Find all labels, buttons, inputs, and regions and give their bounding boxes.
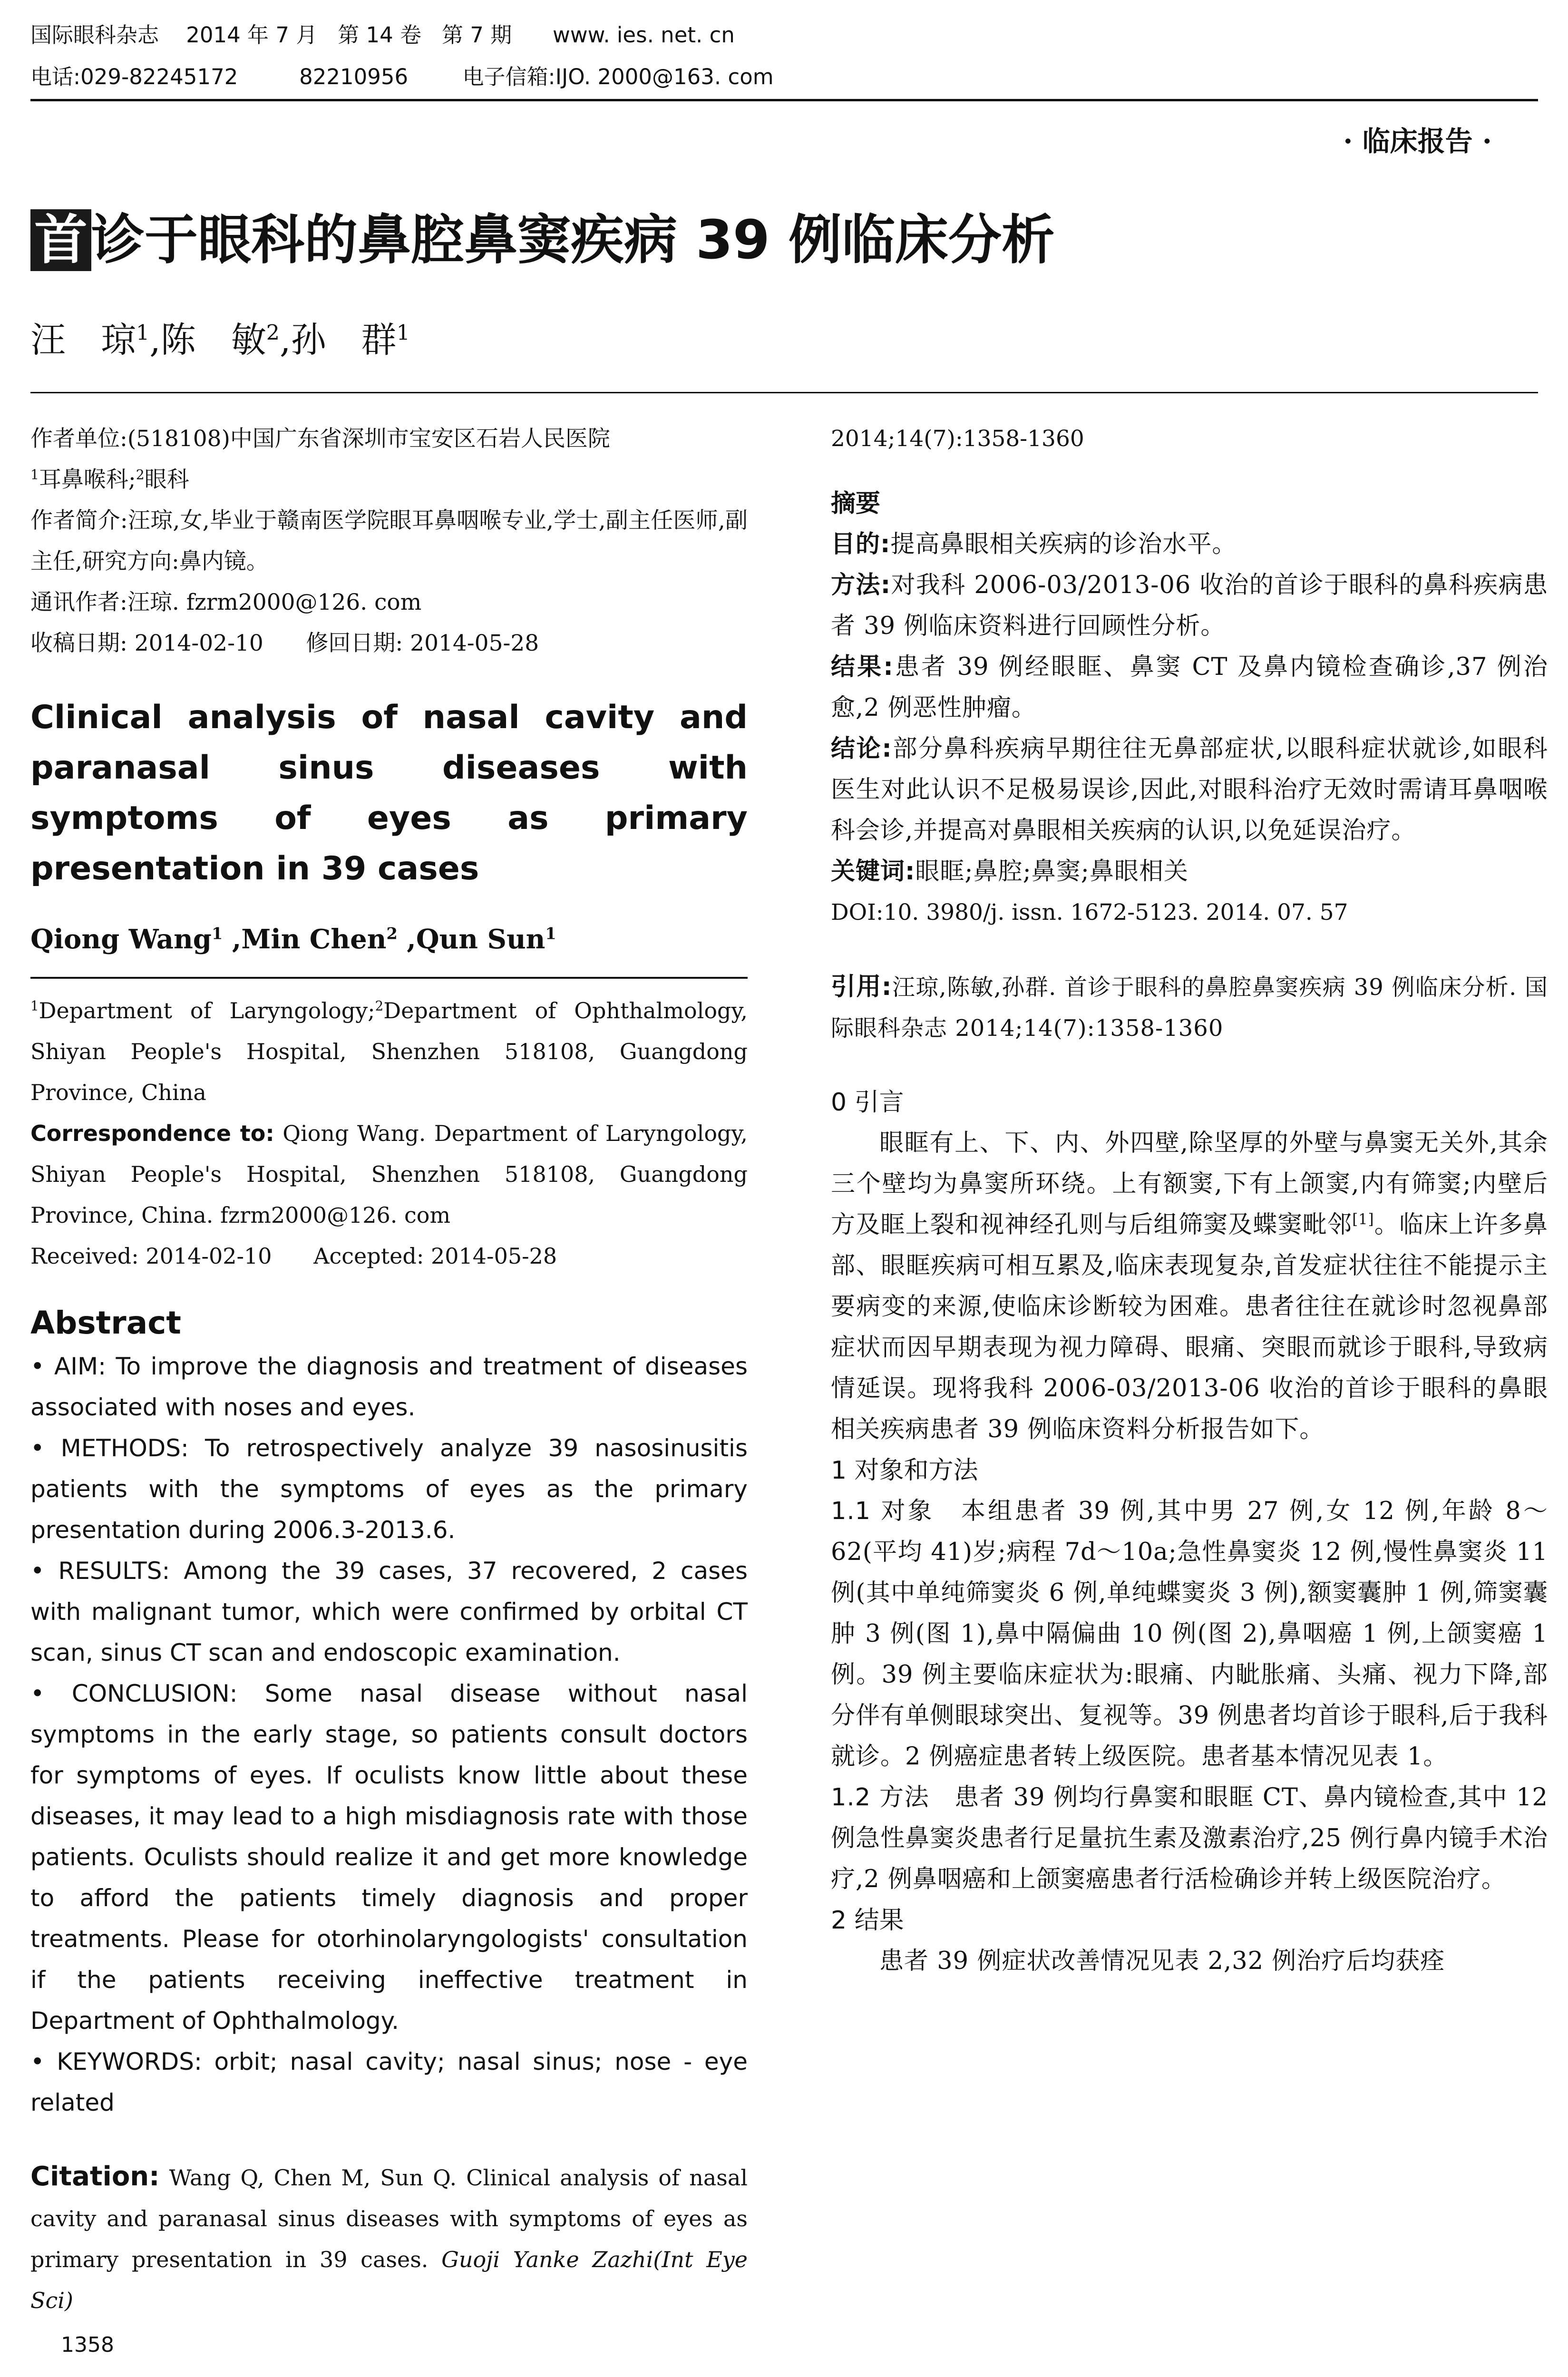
citation-ref-top: 2014;14(7):1358-1360 [831,426,1084,452]
authors-cn: 汪 琼$^1$,陈 敏$^2$,孙 群$^1$ [30,320,410,360]
citation-cn: 引用:汪琼,陈敏,孙群. 首诊于眼科的鼻腔鼻窦疾病 39 例临床分析. 国际眼科杂志 2014;14(7):1358-1360 [831,973,1548,1042]
affil-rule [30,977,748,979]
abstract-cn-results: 结果:患者 39 例经眼眶、鼻窦 CT 及鼻内镜检查确诊,37 例治愈,2 例恶性肿瘤。 [831,653,1548,722]
abstract-cn-conclusion: 结论:部分鼻科疾病早期往往无鼻部症状,以眼科症状就诊,如眼科医生对此认识不足极易误诊,因此,对眼科治疗无效时需请耳鼻咽喉科会诊,并提高对鼻眼相关疾病的认识,以免延误治疗。 [831,735,1548,845]
abstract-keywords: • KEYWORDS: orbit; nasal cavity; nasal sinus; nose - eye related [30,2048,748,2116]
doi: DOI:10. 3980/j. issn. 1672-5123. 2014. 07. 57 [831,899,1348,925]
article-title [30,207,1055,273]
results-text: 患者 39 例症状改善情况见表 2,32 例治疗后均获痊 [879,1947,1445,1975]
english-title: Clinical analysis of nasal cavity and paranasal sinus diseases with symptoms of eyes as primary presentation in 39 cases [30,699,748,887]
author-unit: 作者单位:(518108)中国广东省深圳市宝安区石岩人民医院 [30,426,610,452]
left-column [30,419,748,2321]
methods-methods: 1.2 方法 患者 39 例均行鼻窦和眼眶 CT、鼻内镜检查,其中 12 例急性鼻窦炎患者行足量抗生素及激素治疗,25 例行鼻内镜手术治疗,2 例鼻咽癌和上颌窦癌患者行活检确诊并转上级医院治疗。 [831,1783,1549,1893]
journal-header-line1: 国际眼科杂志 2014 年 7 月 第 14 卷 第 7 期 www. ies. net. cn [30,22,735,48]
methods-heading: 1 对象和方法 [831,1456,978,1485]
right-column [831,419,1548,1982]
author-dates: 收稿日期: 2014-02-10 修回日期: 2014-05-28 [30,630,539,656]
abstract-heading: Abstract [30,1305,181,1341]
author-depts: $^1$耳鼻喉科;$^2$眼科 [30,467,189,493]
author-cn-sup: 2 [266,321,280,345]
journal-header-line2: 电话:029-82245172 82210956 电子信箱:IJO. 2000@163. com [30,64,774,89]
abstract-cn [831,483,1548,933]
intro-paragraph: 眼眶有上、下、内、外四壁,除坚厚的外壁与鼻窦无关外,其余三个壁均为鼻窦所环绕。上有额窦,下有上颌窦,内有筛窦;内壁后方及眶上裂和视神经孔则与后组筛窦及蝶窦毗邻[1]。临床上许多鼻部、眼眶疾病可相互累及,临床表现复杂,首发症状往往不能提示主要病变的来源,使临床诊断较为困难。患者往往在就诊时忽视鼻部症状而因早期表现为视力障碍、眼痛、突眼而就诊于眼科,导致病情延误。现将我科 2006-03/2013-06 收治的首诊于眼科的鼻眼相关疾病患者 39 例临床资料分析报告如下。 [831,1129,1548,1443]
abstract-aim: • AIM: To improve the diagnosis and treatment of diseases associated with noses and eyes. [30,1353,748,1421]
intro-ref: [1] [1352,1211,1374,1228]
title-drop-char: 首 [30,209,91,271]
author-cn-sup: 1 [136,321,150,345]
abstract-cn-aim: 目的:提高鼻眼相关疾病的诊治水平。 [831,530,1237,558]
page-number: 1358 [61,2333,114,2357]
abstract-cn-methods: 方法:对我科 2006-03/2013-06 收治的首诊于眼科的鼻科疾病患者 39 例临床资料进行回顾性分析。 [831,571,1548,640]
results-heading: 2 结果 [831,1906,904,1935]
title-rule [30,392,1538,393]
abstract-cn-keywords: 关键词:眼眶;鼻腔;鼻窦;鼻眼相关 [831,857,1188,886]
author-cn-name: 孙 群 [291,320,397,360]
section-label: · 临床报告 · [1343,125,1492,157]
author-correspondence: 通讯作者:汪琼. fzrm2000@126. com [30,589,422,615]
methods-subjects: 1.1 对象 本组患者 39 例,其中男 27 例,女 12 例,年龄 8～62(平均 41)岁;病程 7d～10a;急性鼻窦炎 12 例,慢性鼻窦炎 11 例(其中单纯筛窦炎 6 例,单纯蝶窦炎 3 例),额窦囊肿 1 例,筛窦囊肿 3 例(图 1),鼻中隔偏曲 10 例(图 2),鼻咽癌 1 例,上颌窦癌 1 例。39 例主要临床症状为:眼痛、内眦胀痛、头痛、视力下降,部分伴有单侧眼球突出、复视等。39 例患者均首诊于眼科,后于我科就诊。2 例癌症患者转上级医院。患者基本情况见表 1。 [831,1497,1548,1771]
introduction [831,1082,1548,1450]
affiliations [30,990,748,1276]
abstract-en [30,1346,748,2123]
authors-en: Qiong Wang$^1$ ,Min Chen$^2$ ,Qun Sun$^1$ [30,924,556,955]
title-rest: 诊于眼科的鼻腔鼻窦疾病 39 例临床分析 [91,209,1055,271]
abstract-methods: • METHODS: To retrospectively analyze 39 nasosinusitis patients with the symptoms of eyes as the primary presentation during 2006.3-2013.6. [30,1434,748,1544]
abstract-cn-heading: 摘要 [831,489,881,518]
intro-heading: 0 引言 [831,1088,904,1117]
results-section [831,1900,1548,1982]
author-cn-name: 汪 琼 [30,320,136,360]
header-rule [30,99,1538,101]
citation-en: Citation: Wang Q, Chen M, Sun Q. Clinical analysis of nasal cavity and paranasal sinus diseases with symptoms of eyes as primary presentation in 39 cases. Guoji Yanke Zazhi(Int Eye Sci) [30,2161,748,2313]
abstract-conclusion: • CONCLUSION: Some nasal disease without nasal symptoms in the early stage, so patients consult doctors for symptoms of eyes. If oculists know little about these diseases, it may lead to a high misdiagnosis rate with those patients. Oculists should realize it and get more knowledge to afford the patients timely diagnosis and proper treatments. Please for otorhinolaryngologists' consultation if the patients receiving ineffective treatment in Department of Ophthalmology. [30,1680,748,2035]
abstract-results: • RESULTS: Among the 39 cases, 37 recovered, 2 cases with malignant tumor, which were confirmed by orbital CT scan, sinus CT scan and endoscopic examination. [30,1557,748,1666]
author-cn-sup: 1 [396,321,410,345]
methods-section [831,1450,1548,1900]
affil-correspondence: Correspondence to: Qiong Wang. Department of Laryngology, Shiyan People's Hospital, Shenzhen 518108, Guangdong Province, China. fzrm2000@126. com [30,1120,748,1228]
affil-received: Received: 2014-02-10 Accepted: 2014-05-28 [30,1243,557,1269]
author-cn-name: 陈 敏 [160,320,266,360]
author-info [30,419,748,664]
author-intro: 作者简介:汪琼,女,毕业于赣南医学院眼耳鼻咽喉专业,学士,副主任医师,副主任,研究方向:鼻内镜。 [30,507,748,575]
affil-depts: $^1$Department of Laryngology;$^2$Department of Ophthalmology, Shiyan People's Hospital, Shenzhen 518108, Guangdong Province, China [30,998,748,1105]
